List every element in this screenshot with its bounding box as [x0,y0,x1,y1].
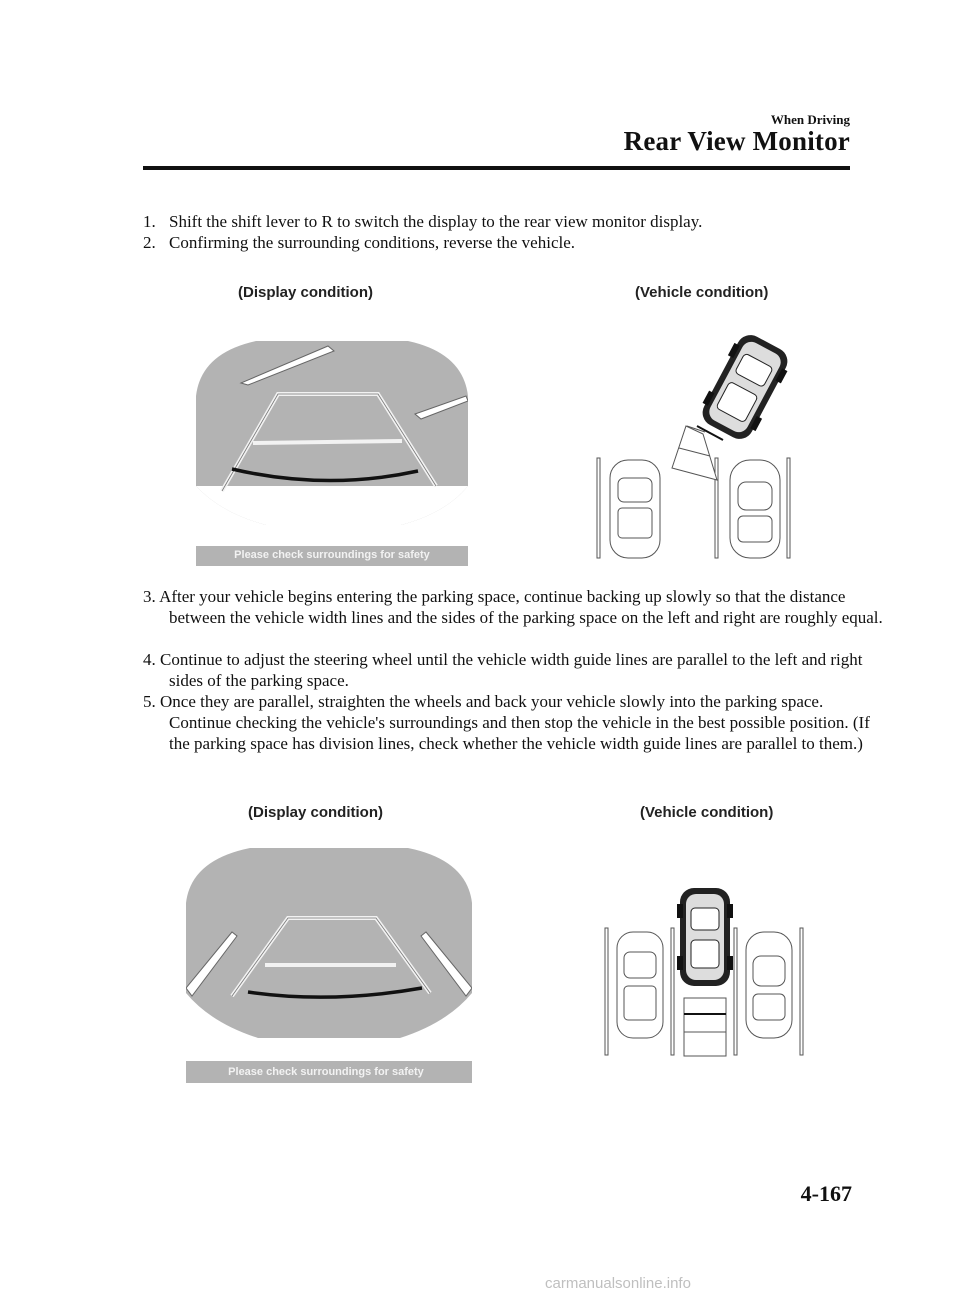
step-3 [143,586,889,649]
vehicle-condition-caption: (Vehicle condition) [635,284,769,301]
safety-message: Please check surroundings for safety [234,549,430,561]
rear-view-display-1 [196,341,468,566]
step-1 [143,211,863,232]
step-text: Once they are parallel, straighten the wheels and back your vehicle slowly into the parking space. Continue checking the vehicle's surroundings and then stop the vehicle in the best possible position. (If the parking space has division lines, check whether the vehicle width guide lines are parallel to them.) [160,692,870,753]
display-condition-caption: (Display condition) [238,284,373,301]
rear-view-display-2 [186,848,472,1083]
step-number: 3. [143,587,156,606]
step-text: Confirming the surrounding conditions, reverse the vehicle. [169,233,576,252]
step-number: 4. [143,650,156,669]
page-title: Rear View Monitor [623,126,850,156]
step-text: After your vehicle begins entering the parking space, continue backing up slowly so that the distance between the vehicle width lines and the sides of the parking space on the left and right are roughly equal. [159,587,883,627]
step-number: 5. [143,692,156,711]
page-number: 4-167 [800,1181,852,1206]
step-text: Continue to adjust the steering wheel until the vehicle width guide lines are parallel to the left and right sides of the parking space. [160,650,863,690]
step-2 [143,232,863,253]
reversing-car-icon [695,330,795,445]
step-number: 2. [143,233,156,252]
step-4 [143,649,869,691]
display-condition-caption: (Display condition) [248,804,383,821]
section-name: When Driving [770,112,850,127]
step-5 [143,691,889,775]
step-number: 1. [143,212,156,231]
vehicle-condition-diagram-2 [600,880,810,1060]
footer-watermark: carmanualsonline.info [545,1275,691,1292]
header-rule [143,166,850,170]
reversing-car-icon [677,888,733,986]
vehicle-condition-caption: (Vehicle condition) [640,804,774,821]
safety-message: Please check surroundings for safety [228,1066,424,1078]
step-text: Shift the shift lever to R to switch the display to the rear view monitor display. [169,212,703,231]
vehicle-condition-diagram-1 [575,330,825,570]
